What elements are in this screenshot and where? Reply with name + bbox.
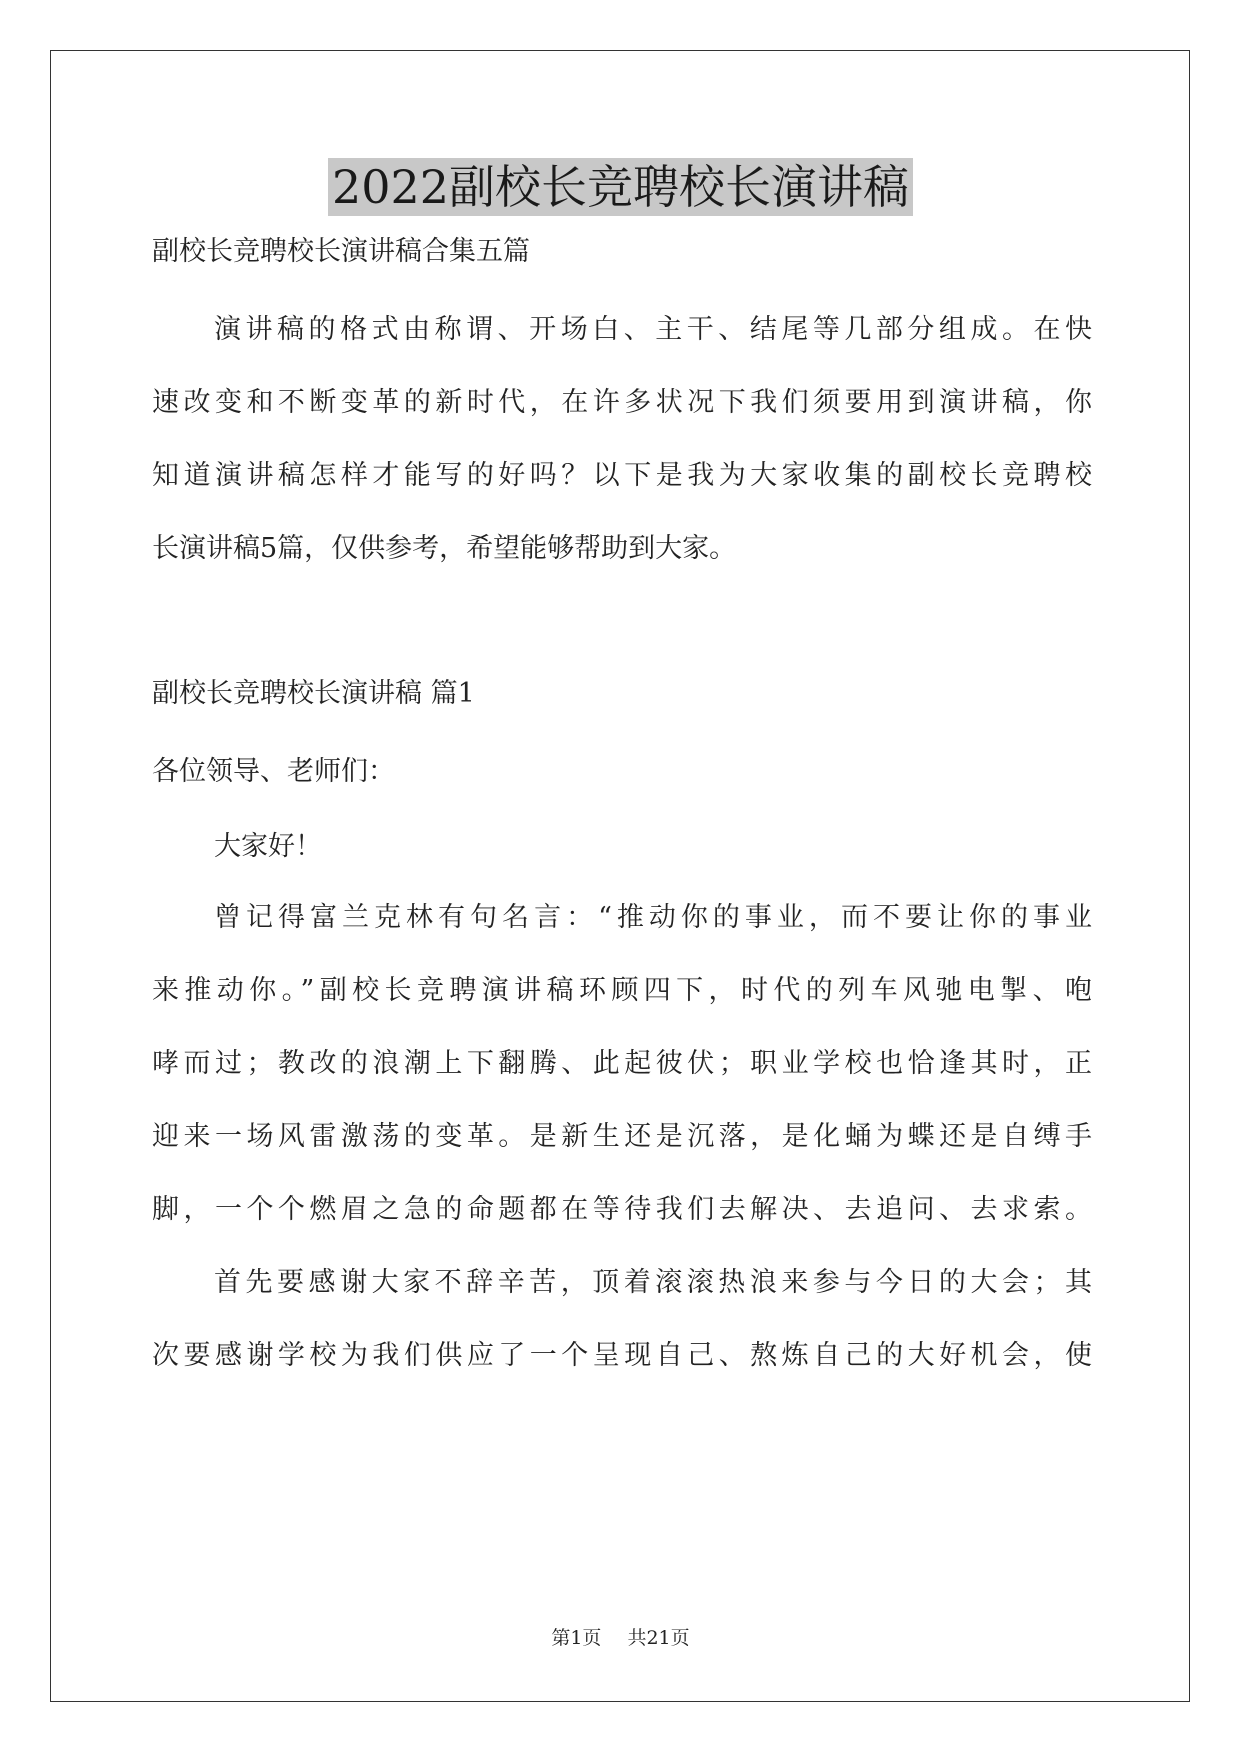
title-container <box>0 158 1241 216</box>
paragraph-line: 曾记得富兰克林有句名言：“推动你的事业，而不要让你的事业 <box>214 902 1092 933</box>
page-footer <box>0 1626 1241 1650</box>
intro-line: 知道演讲稿怎样才能写的好吗？以下是我为大家收集的副校长竞聘校 <box>152 460 1092 491</box>
intro-line: 演讲稿的格式由称谓、开场白、主干、结尾等几部分组成。在快 <box>214 314 1092 345</box>
page-total: 共21页 <box>627 1627 690 1649</box>
page-border <box>50 50 1190 1702</box>
page-number: 第1页 <box>551 1627 602 1649</box>
paragraph-line: 迎来一场风雷激荡的变革。是新生还是沉落，是化蛹为蝶还是自缚手 <box>152 1121 1092 1152</box>
document-title: 2022副校长竞聘校长演讲稿 <box>328 158 913 216</box>
section-heading: 副校长竞聘校长演讲稿 篇1 <box>152 678 475 709</box>
paragraph-line: 首先要感谢大家不辞辛苦，顶着滚滚热浪来参与今日的大会；其 <box>214 1267 1092 1298</box>
document-subtitle: 副校长竞聘校长演讲稿合集五篇 <box>152 236 530 267</box>
paragraph-line: 脚，一个个燃眉之急的命题都在等待我们去解决、去追问、去求索。 <box>152 1194 1092 1225</box>
intro-line: 长演讲稿5篇，仅供参考，希望能够帮助到大家。 <box>152 533 737 564</box>
intro-line: 速改变和不断变革的新时代，在许多状况下我们须要用到演讲稿，你 <box>152 387 1092 418</box>
paragraph-line: 哮而过；教改的浪潮上下翻腾、此起彼伏；职业学校也恰逢其时，正 <box>152 1048 1092 1079</box>
paragraph-line: 次要感谢学校为我们供应了一个呈现自己、熬炼自己的大好机会，使 <box>152 1340 1092 1371</box>
paragraph-line: 来推动你。”副校长竞聘演讲稿环顾四下，时代的列车风驰电掣、咆 <box>152 975 1092 1006</box>
greeting: 大家好！ <box>214 831 322 862</box>
salutation: 各位领导、老师们： <box>152 756 395 787</box>
